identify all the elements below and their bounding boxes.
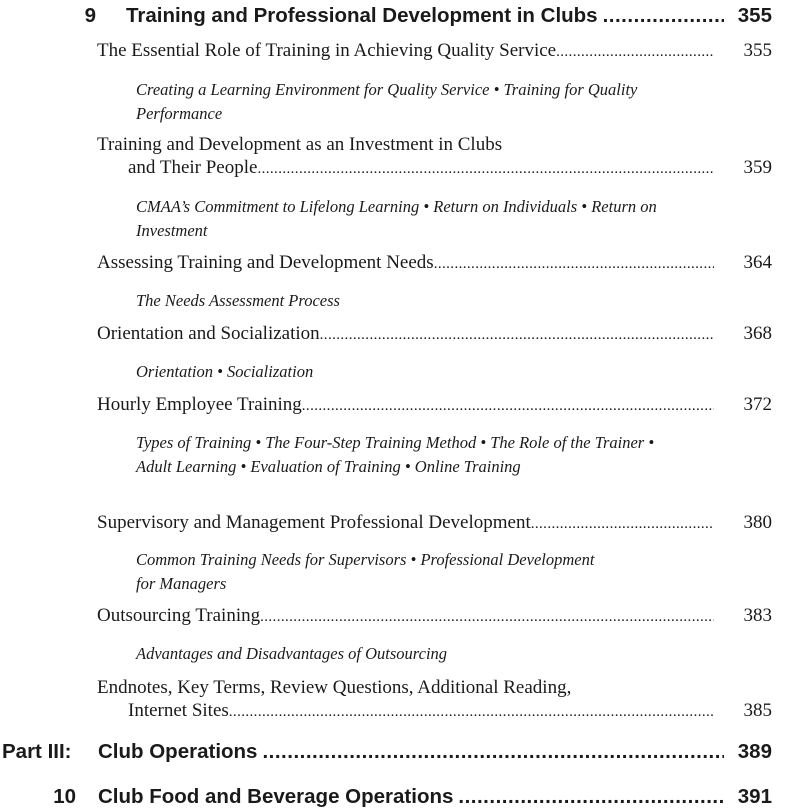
section-subtopics: Common Training Needs for Supervisors • Professional Development for Managers [136, 550, 595, 593]
toc-section[interactable] [128, 157, 772, 179]
page-number: 389 [737, 740, 772, 763]
dot-leader [434, 256, 714, 273]
dot-leader [603, 4, 724, 28]
toc-section[interactable] [97, 512, 772, 534]
toc-section[interactable] [128, 700, 772, 722]
part-label: Part III: [2, 740, 72, 763]
section-title-line2: Internet Sites [128, 700, 229, 721]
page-number: 368 [743, 323, 772, 344]
toc-chapter-9[interactable] [0, 4, 772, 28]
page-number: 372 [743, 394, 772, 415]
section-subtopics: Advantages and Disadvantages of Outsourcing [136, 644, 448, 663]
toc-section[interactable] [97, 394, 772, 416]
chapter-number: 9 [84, 4, 96, 27]
chapter-title: Club Food and Beverage Operations [98, 785, 454, 808]
section-subtopics: Orientation • Socialization [136, 362, 314, 381]
toc-section[interactable] [97, 40, 772, 62]
dot-leader [556, 44, 714, 61]
chapter-number: 10 [53, 785, 76, 808]
toc-chapter-10[interactable] [0, 785, 772, 809]
dot-leader [458, 785, 724, 809]
toc-section[interactable] [97, 323, 772, 345]
toc-section[interactable] [97, 605, 772, 627]
dot-leader [257, 161, 714, 178]
section-subtopics: Creating a Learning Environment for Quality Service • Training for Quality Performance [136, 80, 638, 123]
page-number: 391 [737, 785, 772, 808]
toc-part-3[interactable] [0, 740, 772, 764]
section-title-line1[interactable]: Endnotes, Key Terms, Review Questions, Additional Reading, [97, 677, 572, 698]
section-title: Assessing Training and Development Needs [97, 252, 434, 273]
page-number: 359 [743, 157, 772, 178]
section-subtopics: Types of Training • The Four-Step Training Method • The Role of the Trainer • Adult Learning • Evaluation of Training • Online Training [136, 433, 655, 476]
section-title: Orientation and Socialization [97, 323, 320, 344]
section-title: Supervisory and Management Professional Development [97, 512, 531, 533]
dot-leader [229, 704, 714, 721]
page-number: 380 [743, 512, 772, 533]
dot-leader [260, 609, 714, 626]
section-title-line2: and Their People [128, 157, 258, 178]
section-title: Hourly Employee Training [97, 394, 302, 415]
dot-leader [302, 398, 714, 415]
page-number: 364 [743, 252, 772, 273]
toc-section[interactable] [97, 252, 772, 274]
section-title: The Essential Role of Training in Achieving Quality Service [97, 40, 557, 61]
part-title: Club Operations [98, 740, 258, 763]
section-title-line1[interactable]: Training and Development as an Investment in Clubs [97, 134, 503, 155]
section-subtopics: The Needs Assessment Process [136, 291, 340, 310]
dot-leader [320, 327, 714, 344]
page-number: 355 [743, 40, 772, 61]
dot-leader [262, 740, 724, 764]
page-number: 355 [737, 4, 772, 27]
dot-leader [531, 516, 714, 533]
page-number: 383 [743, 605, 772, 626]
chapter-title: Training and Professional Development in Clubs [126, 4, 598, 27]
section-subtopics: CMAA’s Commitment to Lifelong Learning • Return on Individuals • Return on Investment [136, 197, 657, 240]
page-number: 385 [743, 700, 772, 721]
section-title: Outsourcing Training [97, 605, 261, 626]
